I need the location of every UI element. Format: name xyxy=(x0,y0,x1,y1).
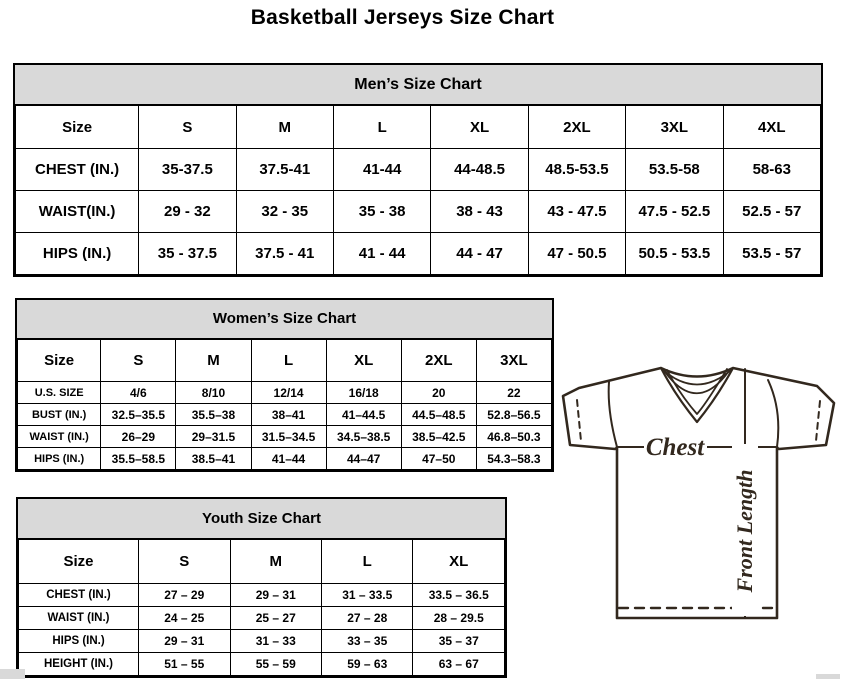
youth-col-s: S xyxy=(139,540,230,584)
mens-col-xl: XL xyxy=(431,106,528,149)
cell: 20 xyxy=(401,382,476,404)
cell: 35 - 38 xyxy=(333,191,430,233)
womens-waist-row xyxy=(18,426,552,448)
cell: 27 – 29 xyxy=(139,584,230,607)
youth-hips-row xyxy=(19,630,505,653)
cell: 38.5–41 xyxy=(176,448,251,470)
cell: 29 – 31 xyxy=(230,584,321,607)
cell: 22 xyxy=(476,382,551,404)
cell: 35.5–38 xyxy=(176,404,251,426)
youth-table xyxy=(18,539,505,676)
armhole-seam-left xyxy=(609,382,617,447)
cell: 4/6 xyxy=(101,382,176,404)
cell: 24 – 25 xyxy=(139,607,230,630)
row-label: U.S. SIZE xyxy=(18,382,101,404)
cell: 16/18 xyxy=(326,382,401,404)
youth-height-row xyxy=(19,653,505,676)
row-label: CHEST (IN.) xyxy=(16,149,139,191)
chest-label: Chest xyxy=(645,434,705,461)
cell: 59 – 63 xyxy=(321,653,412,676)
cell: 48.5-53.5 xyxy=(528,149,625,191)
youth-chest-row xyxy=(19,584,505,607)
womens-bust-row xyxy=(18,404,552,426)
cuff-dash-right xyxy=(816,401,820,441)
womens-chart-title: Women’s Size Chart xyxy=(17,300,552,339)
front-length-label: Front Length xyxy=(732,469,757,593)
row-label: HIPS (IN.) xyxy=(16,233,139,275)
cell: 34.5–38.5 xyxy=(326,426,401,448)
cell: 28 – 29.5 xyxy=(413,607,505,630)
cell: 50.5 - 53.5 xyxy=(626,233,723,275)
cell: 52.5 - 57 xyxy=(723,191,820,233)
cell: 41–44.5 xyxy=(326,404,401,426)
mens-col-size: Size xyxy=(16,106,139,149)
cell: 29–31.5 xyxy=(176,426,251,448)
cell: 47.5 - 52.5 xyxy=(626,191,723,233)
cell: 31 – 33.5 xyxy=(321,584,412,607)
cell: 58-63 xyxy=(723,149,820,191)
womens-col-m: M xyxy=(176,340,251,382)
mens-col-s: S xyxy=(139,106,236,149)
cell: 41 - 44 xyxy=(333,233,430,275)
mens-hips-row xyxy=(16,233,821,275)
corner-artifact-right xyxy=(816,674,840,679)
youth-col-size: Size xyxy=(19,540,139,584)
cell: 53.5 - 57 xyxy=(723,233,820,275)
womens-col-3xl: 3XL xyxy=(476,340,551,382)
cuff-dash-left xyxy=(577,400,581,441)
cell: 52.8–56.5 xyxy=(476,404,551,426)
cell: 44-48.5 xyxy=(431,149,528,191)
womens-col-xl: XL xyxy=(326,340,401,382)
mens-chart-title: Men’s Size Chart xyxy=(15,65,821,105)
youth-header-row xyxy=(19,540,505,584)
row-label: HIPS (IN.) xyxy=(18,448,101,470)
youth-col-m: M xyxy=(230,540,321,584)
row-label: HEIGHT (IN.) xyxy=(19,653,139,676)
row-label: HIPS (IN.) xyxy=(19,630,139,653)
youth-chart-title: Youth Size Chart xyxy=(18,499,505,539)
cell: 47–50 xyxy=(401,448,476,470)
cell: 33 – 35 xyxy=(321,630,412,653)
cell: 41-44 xyxy=(333,149,430,191)
cell: 25 – 27 xyxy=(230,607,321,630)
womens-col-size: Size xyxy=(18,340,101,382)
mens-waist-row xyxy=(16,191,821,233)
youth-waist-row xyxy=(19,607,505,630)
womens-size-chart xyxy=(15,298,554,472)
youth-col-xl: XL xyxy=(413,540,505,584)
cell: 29 - 32 xyxy=(139,191,236,233)
cell: 44–47 xyxy=(326,448,401,470)
jersey-diagram xyxy=(557,360,839,624)
cell: 35 - 37.5 xyxy=(139,233,236,275)
row-label: WAIST(IN.) xyxy=(16,191,139,233)
womens-hips-row xyxy=(18,448,552,470)
cell: 54.3–58.3 xyxy=(476,448,551,470)
mens-col-m: M xyxy=(236,106,333,149)
womens-table xyxy=(17,339,552,470)
cell: 26–29 xyxy=(101,426,176,448)
mens-size-chart xyxy=(13,63,823,277)
cell: 37.5-41 xyxy=(236,149,333,191)
row-label: CHEST (IN.) xyxy=(19,584,139,607)
youth-size-chart xyxy=(16,497,507,678)
mens-col-2xl: 2XL xyxy=(528,106,625,149)
mens-table xyxy=(15,105,821,275)
cell: 53.5-58 xyxy=(626,149,723,191)
cell: 51 – 55 xyxy=(139,653,230,676)
cell: 35 – 37 xyxy=(413,630,505,653)
mens-col-3xl: 3XL xyxy=(626,106,723,149)
cell: 37.5 - 41 xyxy=(236,233,333,275)
row-label: WAIST (IN.) xyxy=(19,607,139,630)
cell: 33.5 – 36.5 xyxy=(413,584,505,607)
armhole-seam-right xyxy=(768,380,778,447)
cell: 29 – 31 xyxy=(139,630,230,653)
cell: 63 – 67 xyxy=(413,653,505,676)
cell: 55 – 59 xyxy=(230,653,321,676)
cell: 12/14 xyxy=(251,382,326,404)
cell: 35-37.5 xyxy=(139,149,236,191)
cell: 31 – 33 xyxy=(230,630,321,653)
womens-header-row xyxy=(18,340,552,382)
row-label: BUST (IN.) xyxy=(18,404,101,426)
cell: 8/10 xyxy=(176,382,251,404)
cell: 32 - 35 xyxy=(236,191,333,233)
cell: 41–44 xyxy=(251,448,326,470)
cell: 31.5–34.5 xyxy=(251,426,326,448)
mens-col-l: L xyxy=(333,106,430,149)
page-title: Basketball Jerseys Size Chart xyxy=(250,6,555,29)
cell: 38–41 xyxy=(251,404,326,426)
mens-chest-row xyxy=(16,149,821,191)
cell: 47 - 50.5 xyxy=(528,233,625,275)
corner-artifact-left xyxy=(0,669,25,679)
cell: 35.5–58.5 xyxy=(101,448,176,470)
cell: 46.8–50.3 xyxy=(476,426,551,448)
cell: 38 - 43 xyxy=(431,191,528,233)
womens-col-s: S xyxy=(101,340,176,382)
mens-col-4xl: 4XL xyxy=(723,106,820,149)
cell: 32.5–35.5 xyxy=(101,404,176,426)
cell: 44.5–48.5 xyxy=(401,404,476,426)
cell: 43 - 47.5 xyxy=(528,191,625,233)
jersey-outline xyxy=(563,368,834,618)
row-label: WAIST (IN.) xyxy=(18,426,101,448)
womens-col-2xl: 2XL xyxy=(401,340,476,382)
womens-col-l: L xyxy=(251,340,326,382)
cell: 44 - 47 xyxy=(431,233,528,275)
cell: 38.5–42.5 xyxy=(401,426,476,448)
mens-header-row xyxy=(16,106,821,149)
youth-col-l: L xyxy=(321,540,412,584)
womens-ussize-row xyxy=(18,382,552,404)
cell: 27 – 28 xyxy=(321,607,412,630)
